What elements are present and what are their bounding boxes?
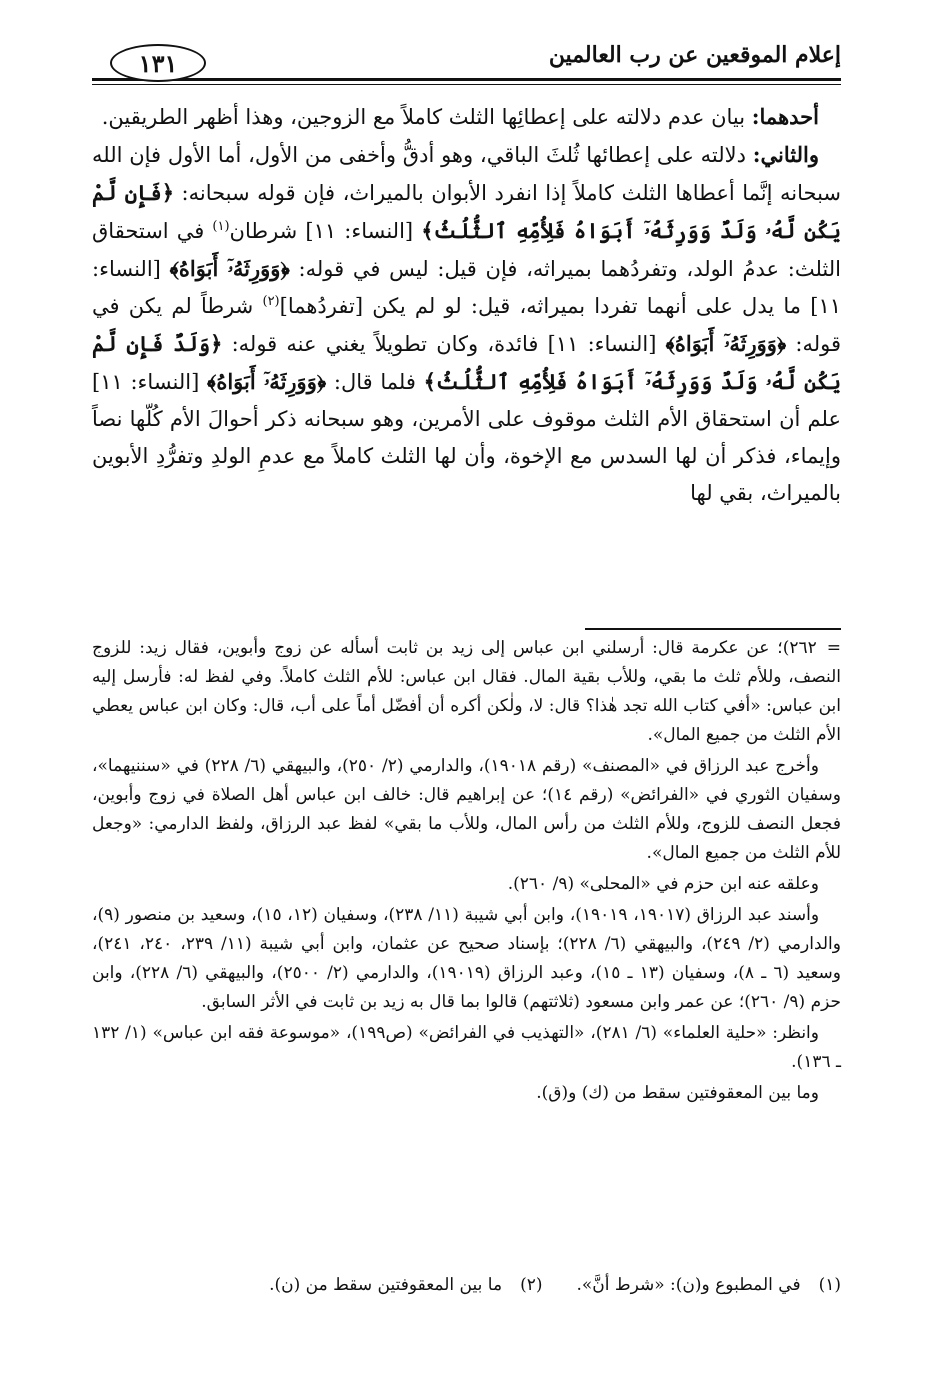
paragraph-text: بيان عدم دلالته على إعطائِها الثلث كاملاً مع الزوجين، وهذا أظهر الطريقين. <box>101 105 752 129</box>
footnote-text: ٢٦٢)؛ عن عكرمة قال: أرسلني ابن عباس إلى زيد بن ثابت أسأله عن زوج وأبوين، فقال زيد: للزوج النصف، وللأم ثلث ما بقي، وللأب بقية المال. فقال ابن عباس: للأم الثلث كاملاً. وفي لفظ له: فأرسل إليه ابن عباس: «أفي كتاب الله تجد هٰذا؟ قال: لا، ولٰكن أكره أن أفضّل أماً على أب، قال: وكان ابن عباس يعطي الأم الثلث من جميع المال». <box>92 638 841 745</box>
footnote-number: (١) <box>818 1275 841 1295</box>
paragraph-lead: والثاني: <box>752 142 819 167</box>
footnote-paragraph <box>92 634 841 750</box>
paragraph-text: شرطاً لم يكن في قوله: <box>92 294 842 356</box>
footnote-ref: (١) <box>212 219 230 234</box>
paragraph-text: [النساء: ١١] فائدة، وكان تطويلاً يغني عنه قوله: <box>222 332 666 356</box>
footnote-ref: (٢) <box>262 294 280 309</box>
paragraph-text: في استحقاق الثلث: عدمُ الولد، وتفردُهما بميراثه، فإن قيل: ليس في قوله: <box>92 219 841 281</box>
header-rule-thin <box>92 84 841 85</box>
footnote-paragraph: وأسند عبد الرزاق (١٩٠١٧، ١٩٠١٩)، وابن أبي شيبة (١١/ ٢٣٨)، وسفيان (١٢، ١٥)، وسعيد بن منصور (٩)، والدارمي (٢/ ٢٤٩)، والبيهقي (٦/ ٢٢٨)؛ بإسناد صحيح عن عثمان، وابن أبي شيبة (١١/ ٢٣٩، ٢٤٠، ٢٤١)، وسعيد (٦ ـ ٨)، وسفيان (١٣ ـ ١٥)، وعبد الرزاق (١٩٠١٩)، والدارمي (٢/ ٢٥٠٠)، والبيهقي (٦/ ٢٢٨)، وابن حزم (٩/ ٢٦٠)؛ عن عمر وابن مسعود (ثلاثتهم) قالوا بما قال به زيد بن ثابت في الأثر السابق. <box>92 905 842 1012</box>
footnote-paragraph: وأخرج عبد الرزاق في «المصنف» (رقم ١٩٠١٨)، والدارمي (٢/ ٢٥٠)، والبيهقي (٦/ ٢٢٨) في «سننيهما»، وسفيان الثوري في «الفرائض» (رقم ١٤)؛ عن إبراهيم قال: خالف ابن عباس أهل الصلاة في زوج وأبوين، فجعل النصف للزوج، وللأم الثلث من رأس المال، وللأب ما بقي» لفظ عبد الرزاق، ولفظ الدارمي: «وجعل للأم الثلث من جميع المال». <box>92 756 841 863</box>
running-header <box>92 38 841 84</box>
footnote-2 <box>269 1270 542 1310</box>
quran-quote: ﴿فَإِن لَّمْ يَكُن لَّهُۥ وَلَدٌ وَوَرِثَهُۥٓ أَبَوَاهُ فَلِأُمِّهِ ٱلثُّلُثُ﴾ <box>92 180 842 243</box>
paragraph-first <box>92 98 841 136</box>
footnote-text: ما بين المعقوفتين سقط من (ن). <box>269 1275 503 1295</box>
quran-quote: ﴿وَلَدٌ فَإِن لَّمْ يَكُن لَّهُۥ وَلَدٌ وَوَرِثَهُۥٓ أَبَوَاهُ فَلِأُمِّهِ ٱلثُّلُثُ﴾ <box>92 331 842 394</box>
quran-quote: ﴿وَوَرِثَهُۥٓ أَبَوَاهُ﴾ <box>665 331 787 356</box>
quran-quote: ﴿وَوَرِثَهُۥٓ أَبَوَاهُ﴾ <box>169 256 290 281</box>
continuation-mark: = <box>826 638 841 658</box>
paragraph-text: دلالته على إعطائها ثُلثَ الباقي، وهو أدقُّ وأخفى من الأول، أما الأول فإن الله سبحانه إنَّما أعطاها الثلث كاملاً إذا انفرد الأبوان بالميراث، فإن قوله سبحانه: <box>92 143 841 205</box>
quran-quote: ﴿وَوَرِثَهُۥٓ أَبَوَاهُ﴾ <box>207 369 327 394</box>
book-title: إعلام الموقعين عن رب العالمين <box>548 42 841 68</box>
main-text <box>92 98 841 616</box>
footnote-text: في المطبوع و(ن): «شرط أنَّ». <box>576 1275 801 1295</box>
header-rule <box>92 78 841 81</box>
footnotes <box>92 634 841 1314</box>
paragraph-text: [النساء: ١١] ما يدل على أنهما تفردا بميراثه، قيل: لو لم يكن [تفردُهما] <box>92 257 842 318</box>
numbered-footnotes <box>92 1270 841 1310</box>
footnote-separator <box>585 628 841 630</box>
paragraph-text: [النساء: ١١] علم أن استحقاق الأم الثلث موقوف على الأمرين، وهو سبحانه ذكر أحوالَ الأم كُلّها نصاً وإيماء، فذكر أن لها السدس مع الإخوة، وأن لها الثلث كاملاً مع عدمِ الولدِ وتفرُّدِ الأبوين بالميراث، بقي لها <box>92 370 841 505</box>
paragraph-text: [النساء: ١١] شرطان <box>229 219 422 243</box>
footnote-paragraph: وما بين المعقوفتين سقط من (ك) و(ق). <box>536 1083 819 1103</box>
paragraph-second <box>92 136 841 512</box>
paragraph-lead: أحدهما: <box>751 104 819 129</box>
footnote-paragraph: وعلقه عنه ابن حزم في «المحلى» (٩/ ٢٦٠). <box>507 874 819 894</box>
footnote-1 <box>576 1270 841 1310</box>
footnote-paragraph: وانظر: «حلية العلماء» (٦/ ٢٨١)، «التهذيب في الفرائض» (ص١٩٩)، «موسوعة فقه ابن عباس» (١/ ١٣٢ ـ ١٣٦). <box>92 1023 841 1072</box>
page-number: ١٣١ <box>110 44 206 82</box>
paragraph-text: فلما قال: <box>326 370 424 394</box>
footnote-number: (٢) <box>520 1275 543 1295</box>
